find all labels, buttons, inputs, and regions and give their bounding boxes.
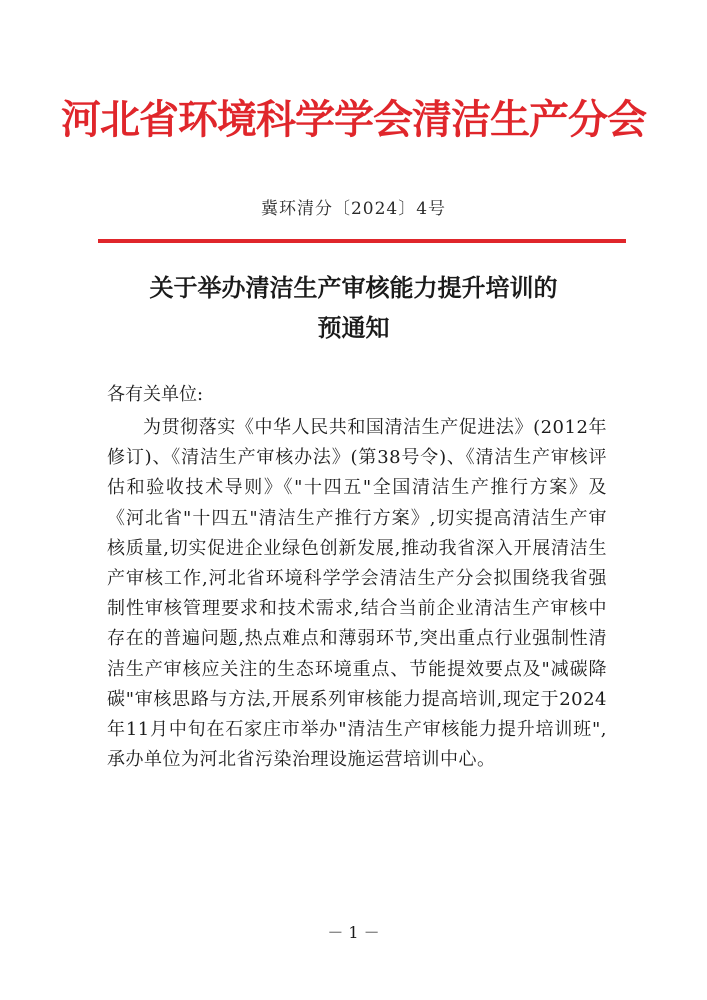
body-paragraph: 为贯彻落实《中华人民共和国清洁生产促进法》(2012年修订)、《清洁生产审核办法》(第38号令)、《清洁生产审核评估和验收技术导则》《"十四五"全国清洁生产推行方案》及《河北省"十四五"清洁生产推行方案》,切实提高清洁生产审核质量,切实促进企业绿色创新发展,推动我省深入开展清洁生产审核工作,河北省环境科学学会清洁生产分会拟围绕我省强制性审核管理要求和技术需求,结合当前企业清洁生产审核中存在的普遍问题,热点难点和薄弱环节,突出重点行业强制性清洁生产审核应关注的生态环境重点、节能提效要点及"减碳降碳"审核思路与方法,开展系列审核能力提高培训,现定于2024年11月中旬在石家庄市举办"清洁生产审核能力提升培训班",承办单位为河北省污染治理设施运营培训中心。 [107, 417, 607, 771]
doc-number: 冀环清分〔2024〕4号 [260, 199, 447, 219]
org-header: 河北省环境科学学会清洁生产分会 [61, 96, 646, 143]
page-number: － 1 － [327, 923, 380, 942]
doc-title-line-2: 预通知 [317, 313, 390, 342]
red-divider [98, 239, 626, 243]
doc-title-line-1: 关于举办清洁生产审核能力提升培训的 [149, 273, 558, 302]
doc-title [0, 268, 707, 348]
salutation: 各有关单位: [107, 384, 204, 405]
